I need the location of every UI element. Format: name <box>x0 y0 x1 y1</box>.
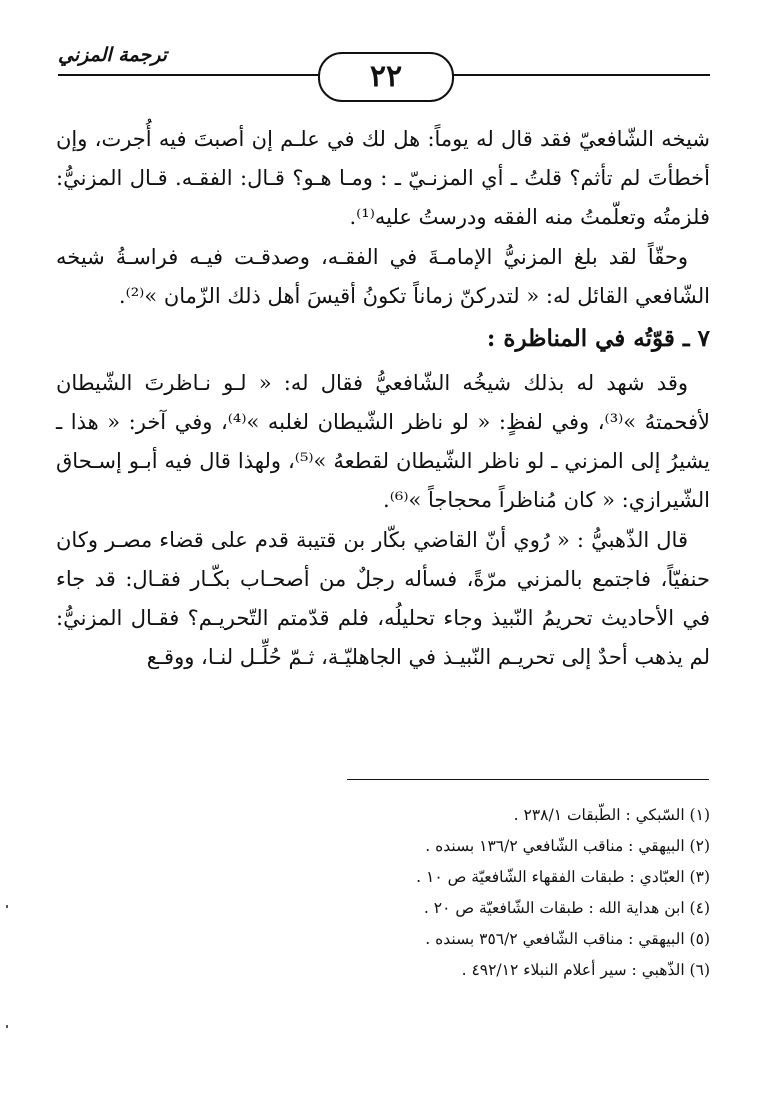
running-title: ترجمة المزني <box>58 44 167 66</box>
footnote-3: (٣) العبّادي : طبقات الفقهاء الشّافعيّة ص ١٠ . <box>416 868 710 886</box>
page-number: ٢٢ <box>318 52 454 102</box>
footnote-rule <box>347 779 709 780</box>
scan-speck <box>6 1025 8 1028</box>
footnote-5: (٥) البيهقي : مناقب الشّافعي ٣٥٦/٢ بسنده . <box>425 930 710 948</box>
paragraph-4: قال الذّهبيُّ : « رُوي أنّ القاضي بكّار بن قتيبة قدم على قضاء مصـر وكان حنفيّاً، فاجتمع بالمزني مرّةً، فسأله رجلٌ من أصحـاب بكّـار فقـال: قد جاء في الأحاديث تحريمُ النّبيذ وجاء تحليلُه، فلم قدّمتم التّحريـم؟ فقـال المزنيُّ: لم يذهب أحدٌ إلى تحريـم النّبيـذ في الجاهليّـة، ثـمّ حُلِّـل لنـا، ووقـع <box>56 528 710 669</box>
page-header <box>58 40 710 110</box>
footnote-4: (٤) ابن هداية الله : طبقات الشّافعيّة ص ٢٠ . <box>423 899 710 917</box>
section-heading: ٧ ـ قوّتُه في المناظرة : <box>486 325 710 352</box>
scan-speck <box>6 905 8 908</box>
footnote-2: (٢) البيهقي : مناقب الشّافعي ١٣٦/٢ بسنده . <box>425 837 710 855</box>
paragraph-2: وحقّاً لقد بلغ المزنيُّ الإمامـةَ في الفقـه، وصدقـت فيـه فراسـةُ شيخه الشّافعي القائل له: « لتدركنّ زماناً تكونُ أقيسَ أهل ذلك الزّمان »⁽²⁾. <box>56 245 710 308</box>
footnote-1: (١) السّبكي : الطّبقات ٢٣٨/١ . <box>513 806 710 824</box>
paragraph-1: شيخه الشّافعيّ فقد قال له يوماً: هل لك في علـم إن أصبتَ فيه أُجرت، وإن أخطأتَ لم تأثم؟ قلتُ ـ أي المزنـيّ ـ : ومـا هـو؟ قـال: الفقـه. قـال المزنيُّ: فلزمتُه وتعلّمتُ منه الفقه ودرستُ عليه⁽¹⁾. <box>56 127 710 229</box>
main-text <box>56 120 710 678</box>
footnotes-list <box>120 800 710 986</box>
footnote-6: (٦) الذّهبي : سير أعلام النبلاء ٤٩٢/١٢ . <box>461 961 710 979</box>
paragraph-3: وقد شهد له بذلك شيخُه الشّافعيُّ فقال له: « لـو نـاظرتَ الشّيطان لأفحمتهُ »⁽³⁾، وفي لفظٍ: « لو ناظر الشّيطان لغلبه »⁽⁴⁾، وفي آخر: « هذا ـ يشيرُ إلى المزني ـ لو ناظر الشّيطان لقطعهُ »⁽⁵⁾، ولهذا قال فيه أبـو إسـحاق الشّيرازي: « كان مُناظراً محجاجاً »⁽⁶⁾. <box>56 371 711 512</box>
